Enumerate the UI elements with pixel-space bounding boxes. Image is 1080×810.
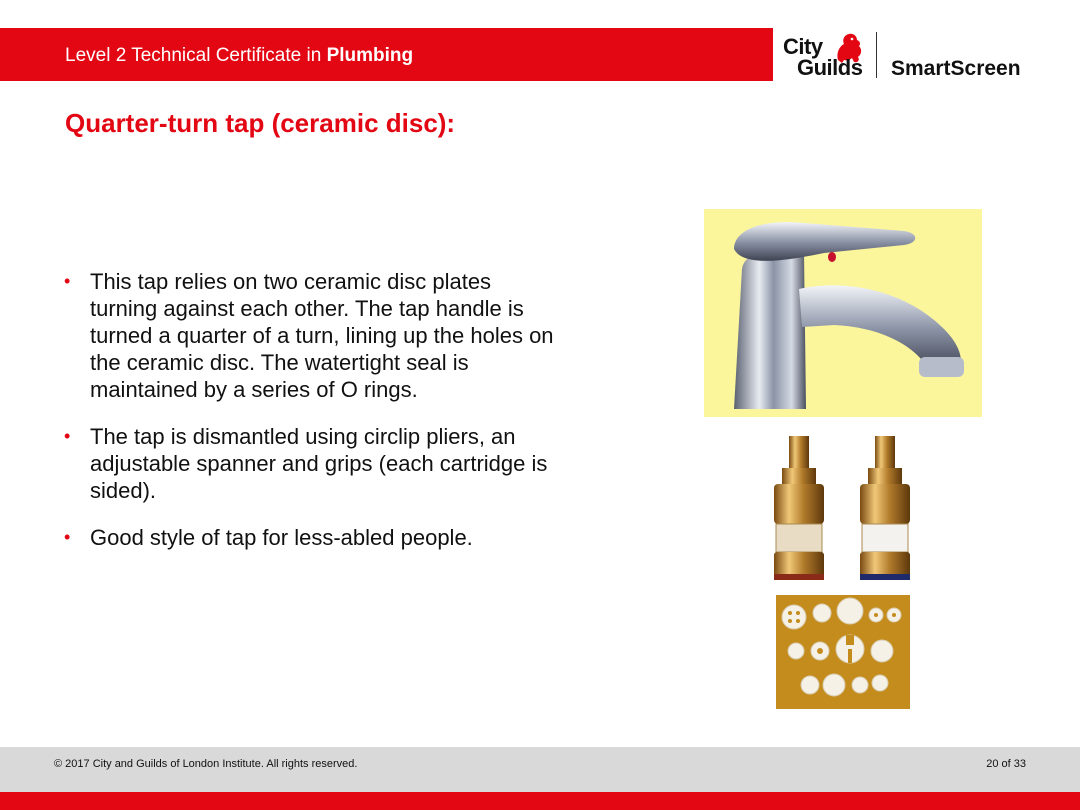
header-title-subject: Plumbing bbox=[326, 45, 414, 66]
logo-divider bbox=[876, 32, 877, 78]
page-number: 20 of 33 bbox=[986, 758, 1026, 770]
bullet-list bbox=[64, 268, 554, 571]
bullet-text: Good style of tap for less-abled people. bbox=[90, 525, 473, 550]
logo-guilds-text: Guilds bbox=[797, 55, 863, 80]
bullet-dot-icon: • bbox=[64, 426, 71, 446]
bullet-item bbox=[64, 268, 554, 403]
bullet-item bbox=[64, 423, 554, 504]
bullet-item bbox=[64, 524, 554, 551]
logo-smartscreen-text: SmartScreen bbox=[891, 57, 1021, 80]
ceramic-discs-photo bbox=[776, 595, 910, 709]
header-title-prefix: Level 2 Technical Certificate in bbox=[65, 45, 327, 66]
logo-city-text: City bbox=[783, 34, 823, 59]
tap-photo bbox=[704, 209, 982, 417]
cartridges-photo bbox=[760, 432, 924, 584]
bullet-dot-icon: • bbox=[64, 527, 71, 547]
bullet-dot-icon: • bbox=[64, 271, 71, 291]
bottom-bar bbox=[0, 792, 1080, 810]
footer-copyright: © 2017 City and Guilds of London Institute. All rights reserved. bbox=[54, 758, 358, 770]
bullet-text: The tap is dismantled using circlip pliers, an adjustable spanner and grips (each cartridge is sided). bbox=[90, 424, 548, 503]
header-title bbox=[65, 45, 413, 67]
bullet-text: This tap relies on two ceramic disc plates turning against each other. The tap handle is turned a quarter of a turn, lining up the holes on the ceramic disc. The watertight seal is maintained by a series of O rings. bbox=[90, 269, 554, 402]
slide-heading: Quarter-turn tap (ceramic disc): bbox=[65, 108, 456, 138]
